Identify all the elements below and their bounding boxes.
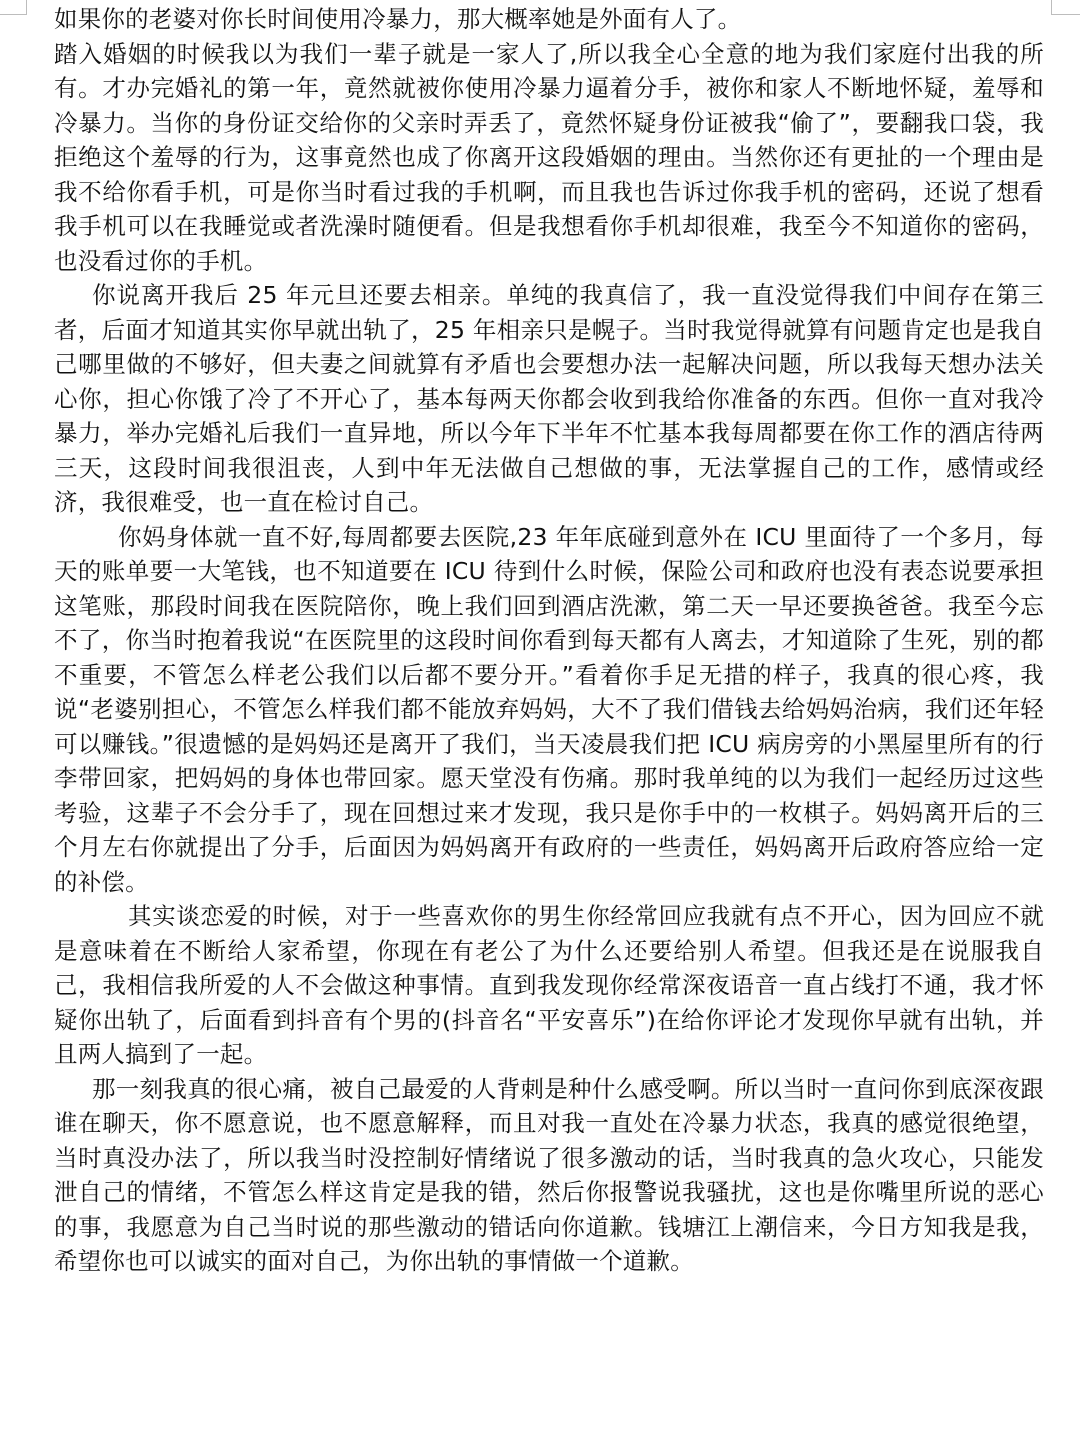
crop-mark-top-right-horizontal [1051,14,1080,15]
document-body [54,2,1044,1279]
crop-mark-top-right-vertical [1051,0,1052,14]
paragraph-3: 你说离开我后 25 年元旦还要去相亲。单纯的我真信了，我一直没觉得我们中间存在第三者，后面才知道其实你早就出轨了，25 年相亲只是幌子。当时我觉得就算有问题肯定也是我自己哪里做的不够好，但夫妻之间就算有矛盾也会要想办法一起解决问题，所以我每天想办法关心你，担心你饿了冷了不开心了，基本每两天你都会收到我给你准备的东西。但你一直对我冷暴力，举办完婚礼后我们一直异地，所以今年下半年不忙基本我每周都要在你工作的酒店待两三天，这段时间我很沮丧，人到中年无法做自己想做的事，无法掌握自己的工作，感情或经济，我很难受，也一直在检讨自己。 [54,281,1044,516]
paragraph-5: 其实谈恋爱的时候，对于一些喜欢你的男生你经常回应我就有点不开心，因为回应不就是意味着在不断给人家希望，你现在有老公了为什么还要给别人希望。但我还是在说服我自己，我相信我所爱的人不会做这种事情。直到我发现你经常深夜语音一直占线打不通，我才怀疑你出轨了，后面看到抖音有个男的(抖音名“平安喜乐”)在给你评论才发现你早就有出轨，并且两人搞到了一起。 [54,902,1044,1068]
crop-mark-top-left-vertical [26,0,27,14]
paragraph-2: 踏入婚姻的时候我以为我们一辈子就是一家人了,所以我全心全意的地为我们家庭付出我的所有。才办完婚礼的第一年，竟然就被你使用冷暴力逼着分手，被你和家人不断地怀疑，羞辱和冷暴力。当你的身份证交给你的父亲时弄丢了，竟然怀疑身份证被我“偷了”，要翻我口袋，我拒绝这个羞辱的行为，这事竟然也成了你离开这段婚姻的理由。当然你还有更扯的一个理由是我不给你看手机，可是你当时看过我的手机啊，而且我也告诉过你我手机的密码，还说了想看我手机可以在我睡觉或者洗澡时随便看。但是我想看你手机却很难，我至今不知道你的密码，也没看过你的手机。 [54,39,1044,275]
crop-mark-top-left-horizontal [0,14,27,15]
paragraph-6: 那一刻我真的很心痛，被自己最爱的人背刺是种什么感受啊。所以当时一直问你到底深夜跟谁在聊天，你不愿意说，也不愿意解释，而且对我一直处在冷暴力状态，我真的感觉很绝望，当时真没办法了，所以我当时没控制好情绪说了很多激动的话，当时我真的急火攻心，只能发泄自己的情绪，不管怎么样这肯定是我的错，然后你报警说我骚扰，这也是你嘴里所说的恶心的事，我愿意为自己当时说的那些激动的错话向你道歉。钱塘江上潮信来，今日方知我是我，希望你也可以诚实的面对自己，为你出轨的事情做一个道歉。 [54,1074,1044,1275]
paragraph-1: 如果你的老婆对你长时间使用冷暴力，那大概率她是外面有人了。 [54,5,742,33]
paragraph-4: 你妈身体就一直不好,每周都要去医院,23 年年底碰到意外在 ICU 里面待了一个多月，每天的账单要一大笔钱，也不知道要在 ICU 待到什么时候，保险公司和政府也没有表态说要承担这笔账，那段时间我在医院陪你，晚上我们回到酒店洗漱，第二天一早还要换爸爸。我至今忘不了，你当时抱着我说“在医院里的这段时间你看到每天都有人离去，才知道除了生死，别的都不重要，不管怎么样老公我们以后都不要分开。”看着你手足无措的样子，我真的很心疼，我说“老婆别担心，不管怎么样我们都不能放弃妈妈，大不了我们借钱去给妈妈治病，我们还年轻可以赚钱。”很遗憾的是妈妈还是离开了我们，当天凌晨我们把 ICU 病房旁的小黑屋里所有的行李带回家，把妈妈的身体也带回家。愿天堂没有伤痛。那时我单纯的以为我们一起经历过这些考验，这辈子不会分手了，现在回想过来才发现，我只是你手中的一枚棋子。妈妈离开后的三个月左右你就提出了分手，后面因为妈妈离开有政府的一些责任，妈妈离开后政府答应给一定的补偿。 [54,522,1044,896]
